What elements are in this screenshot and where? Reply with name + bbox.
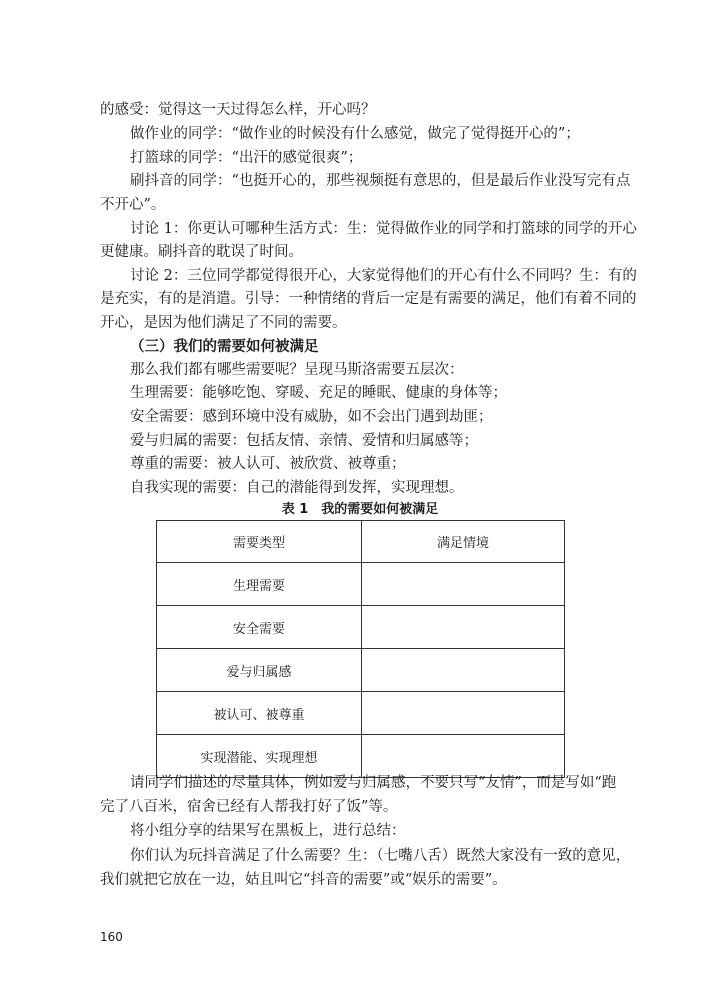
- table-caption: 表 1 我的需要如何被满足: [281, 502, 439, 517]
- paragraph-line: 爱与归属的需要：包括友情、亲情、爱情和归属感等；: [130, 433, 478, 449]
- table-cell-situation: [362, 692, 565, 735]
- table-row: [157, 563, 565, 606]
- table-header-cell: 满足情境: [362, 521, 565, 563]
- table-cell-need-type: 安全需要: [157, 606, 362, 649]
- table-header-cell: 需要类型: [157, 521, 362, 563]
- paragraph-line: 打篮球的同学：“出汗的感觉很爽”；: [130, 150, 363, 166]
- table-row: [157, 606, 565, 649]
- table-cell-need-type: 生理需要: [157, 563, 362, 606]
- table-cell-situation: [362, 606, 565, 649]
- paragraph-line: 安全需要：感到环境中没有威胁，如不会出门遇到劫匪；: [130, 409, 493, 425]
- paragraph-line: 不开心”。: [100, 197, 166, 213]
- paragraph-line: 更健康。刷抖音的耽误了时间。: [100, 244, 303, 260]
- paragraph-line: 生理需要：能够吃饱、穿暖、充足的睡眠、健康的身体等；: [130, 385, 507, 401]
- table-cell-need-type: 爱与归属感: [157, 649, 362, 692]
- paragraph-line: 尊重的需要：被人认可、被欣赏、被尊重；: [130, 456, 406, 472]
- paragraph-line: 完了八百米，宿舍已经有人帮我打好了饭”等。: [100, 799, 398, 815]
- needs-table: [156, 520, 565, 778]
- paragraph-line: 讨论 2：三位同学都觉得很开心，大家觉得他们的开心有什么不同吗？生：有的: [130, 268, 637, 284]
- table-cell-situation: [362, 563, 565, 606]
- paragraph-line: 请同学们描述的尽量具体，例如爱与归属感，不要只写“友情”，而是写如“跑: [130, 775, 617, 791]
- paragraph-line: 做作业的同学：“做作业的时候没有什么感觉，做完了觉得挺开心的”；: [130, 126, 580, 142]
- paragraph-line: 将小组分享的结果写在黑板上，进行总结：: [130, 823, 406, 839]
- paragraph-line: 刷抖音的同学：“也挺开心的，那些视频挺有意思的，但是最后作业没写完有点: [130, 173, 631, 189]
- paragraph-line: 开心，是因为他们满足了不同的需要。: [100, 315, 347, 331]
- paragraph-line: 的感受：觉得这一天过得怎么样，开心吗？: [100, 102, 376, 118]
- table-cell-need-type: 实现潜能、实现理想: [157, 735, 362, 778]
- paragraph-line: 我们就把它放在一边，姑且叫它“抖音的需要”或“娱乐的需要”。: [100, 872, 507, 888]
- table-header-row: [157, 521, 565, 563]
- table-cell-need-type: 被认可、被尊重: [157, 692, 362, 735]
- table-cell-situation: [362, 649, 565, 692]
- table-row: [157, 692, 565, 735]
- paragraph-line: 那么我们都有哪些需要呢？呈现马斯洛需要五层次：: [130, 362, 464, 378]
- section-heading: （三）我们的需要如何被满足: [130, 339, 319, 355]
- paragraph-line: 你们认为玩抖音满足了什么需要？生：（七嘴八舌）既然大家没有一致的意见，: [130, 848, 631, 864]
- paragraph-line: 讨论 1：你更认可哪种生活方式：生：觉得做作业的同学和打篮球的同学的开心: [130, 221, 637, 237]
- paragraph-line: 是充实，有的是消遣。引导：一种情绪的背后一定是有需要的满足，他们有着不同的: [100, 291, 637, 307]
- paragraph-line: 自我实现的需要：自己的潜能得到发挥，实现理想。: [130, 480, 464, 496]
- table-row: [157, 649, 565, 692]
- page-number: 160: [100, 930, 123, 944]
